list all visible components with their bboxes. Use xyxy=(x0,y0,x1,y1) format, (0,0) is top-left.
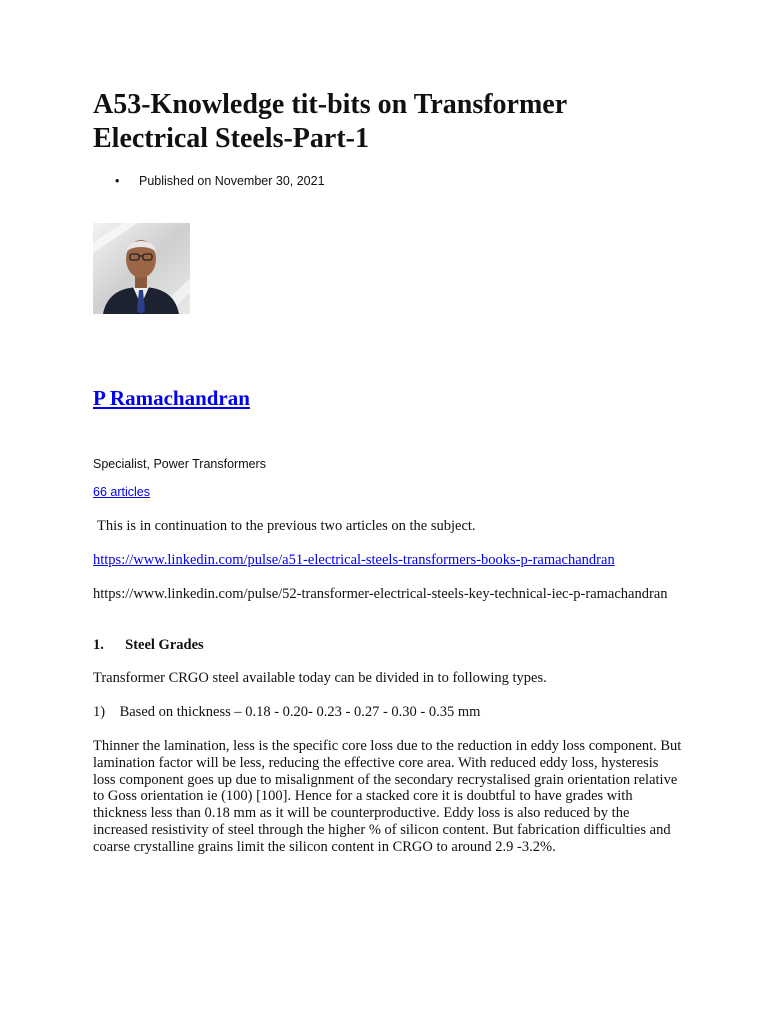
body-paragraph: Thinner the lamination, less is the specific core loss due to the reduction in eddy loss component. But lamination factor will be less, reducing the effective core area. With reduced eddy loss, hysteresis loss component goes up due to misalignment of the secondary recrystalised grain orientation relative to Goss orientation ie (100) [100]. Hence for a stacked core it is doubtful to have grades with thickness less than 0.18 mm as it will be counterproductive. Eddy loss is also reduced by the increased resistivity of steel through the higher % of silicon content. But fabrication difficulties and coarse crystalline grains limit the silicon content in CRGO to around 2.9 -3.2%. xyxy=(93,738,682,855)
section-intro: Transformer CRGO steel available today can be divided in to following types. xyxy=(93,670,547,686)
section-heading xyxy=(93,637,683,654)
link-a51-text[interactable]: https://www.linkedin.com/pulse/a51-electrical-steels-transformers-books-p-ramachandran xyxy=(93,552,615,568)
published-list xyxy=(115,172,325,190)
thickness-item: 1) Based on thickness – 0.18 - 0.20- 0.23 - 0.27 - 0.30 - 0.35 mm xyxy=(93,704,481,720)
published-text: Published on November 30, 2021 xyxy=(139,174,325,188)
link-52-text: https://www.linkedin.com/pulse/52-transformer-electrical-steels-key-technical-iec-p-ramachandran xyxy=(93,586,668,602)
section-title: Steel Grades xyxy=(125,637,204,653)
articles-count-link[interactable]: 66 articles xyxy=(93,485,150,499)
author-name-link[interactable]: P Ramachandran xyxy=(93,386,250,410)
section-number: 1. xyxy=(93,637,104,653)
link-a51[interactable] xyxy=(93,552,683,569)
published-date xyxy=(115,172,325,190)
intro-paragraph: This is in continuation to the previous two articles on the subject. xyxy=(97,518,476,534)
article-title: A53-Knowledge tit-bits on Transformer Electrical Steels-Part-1 xyxy=(93,89,567,154)
author-photo-icon xyxy=(93,223,190,314)
author-role: Specialist, Power Transformers xyxy=(93,457,266,471)
author-avatar[interactable] xyxy=(93,223,190,314)
bullet-icon: • xyxy=(115,174,120,188)
